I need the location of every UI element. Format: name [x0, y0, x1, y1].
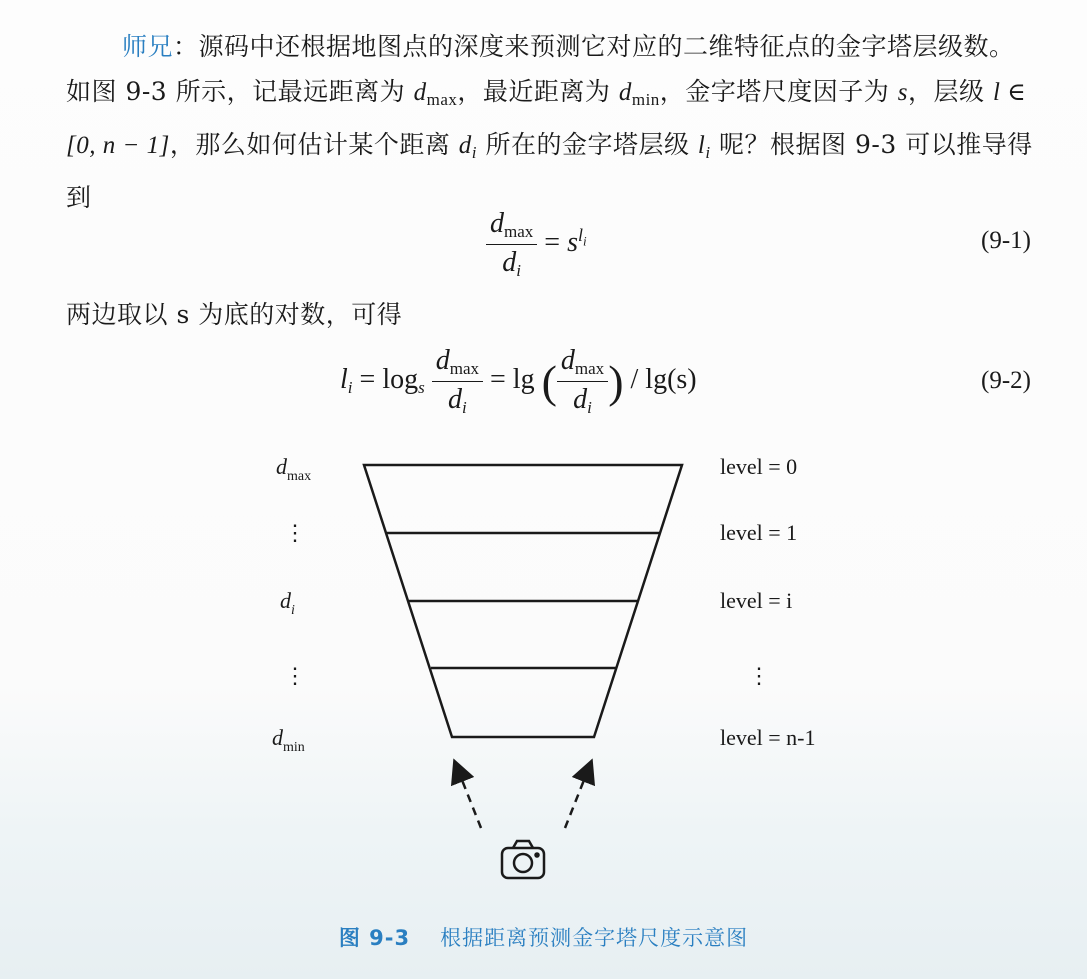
- power-base: s: [567, 226, 578, 258]
- fraction: $\frac{d_{max}}{d_i}$: [557, 345, 608, 418]
- left-label-dmin: $d_{min}$: [272, 725, 305, 755]
- right-label-level: level = n-1: [720, 725, 816, 750]
- right-label-level: level = 1: [720, 520, 798, 545]
- level-range: l ∈ [0, n − 1]: [66, 79, 1027, 159]
- log-paragraph: 两边取以 s 为底的对数，可得: [66, 300, 403, 329]
- figure-title: 根据距离预测金字塔尺度示意图: [440, 926, 749, 950]
- left-label-di: $d_i$: [280, 588, 295, 618]
- text-segment: ，金字塔尺度因子为: [659, 77, 898, 106]
- equals-sign: =: [544, 226, 561, 258]
- di-symbol: $d_i$: [458, 132, 478, 162]
- text-segment: 源码中还根据地图点的深度来预测它对应的二维特征点的金字塔层级数。如图 9-3 所示，记最远距离为: [66, 32, 1015, 106]
- figure-caption: [0, 922, 1087, 952]
- speaker-label: 师兄: [122, 32, 174, 61]
- text-segment: 所在的金字塔层级: [477, 130, 698, 159]
- equation-number: (9-2): [981, 367, 1031, 394]
- dmax-symbol: $d_{max}$: [413, 79, 458, 109]
- left-ellipsis: ⋮: [284, 520, 306, 545]
- equation-9-2: $l_i = \log_s$ $\frac{d_{max}}{d_i}$ = lg ( $\frac{d_{max}}{d_i}$ ) / lg(s): [340, 345, 697, 417]
- text-segment: ，最近距离为: [457, 77, 619, 106]
- camera-ray-left-arrow: [458, 770, 481, 828]
- scale-factor-symbol: s: [897, 79, 908, 106]
- right-label-level: level = i: [720, 588, 793, 613]
- equation-number: (9-1): [981, 227, 1031, 254]
- text-segment: 呢？根据图 9-3 可以推导得到: [66, 130, 1033, 212]
- dmin-symbol: $d_{min}$: [618, 79, 660, 109]
- speaker-colon: ：: [173, 32, 199, 61]
- right-ellipsis: ⋮: [748, 663, 770, 688]
- text-segment: ，那么如何估计某个距离: [169, 130, 459, 159]
- li-symbol: $l_i$: [697, 132, 711, 162]
- power-exponent: li: [577, 224, 587, 249]
- camera-ray-right-arrow: [565, 770, 588, 828]
- fraction: $\frac{d_{max}}{d_i}$: [486, 208, 537, 281]
- right-label-level: level = 0: [720, 454, 798, 479]
- camera-icon: [502, 841, 544, 878]
- text-segment: ，层级: [907, 77, 993, 106]
- left-label-dmax: $d_{max}$: [276, 454, 312, 484]
- fraction: $\frac{d_{max}}{d_i}$: [432, 345, 483, 418]
- figure-number: 图 9-3: [338, 926, 411, 950]
- left-ellipsis: ⋮: [284, 663, 306, 688]
